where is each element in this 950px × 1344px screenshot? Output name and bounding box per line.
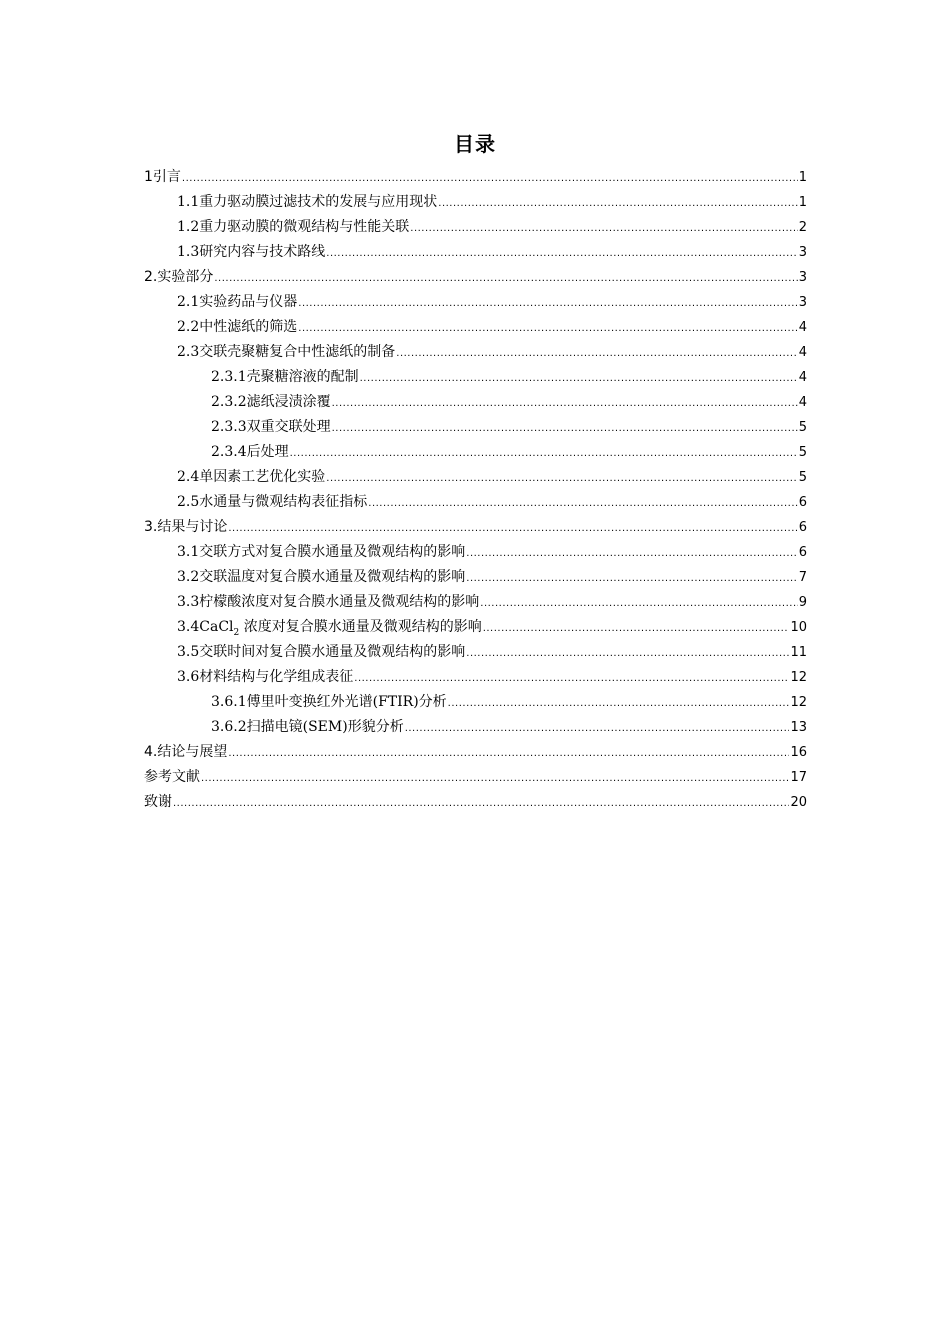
toc-title: 中性滤纸的筛选 <box>199 319 298 335</box>
toc-title: 交联方式对复合膜水通量及微观结构的影响 <box>199 544 466 560</box>
toc-number: 3.2 <box>177 569 200 585</box>
toc-entry-3-2[interactable] <box>177 566 807 588</box>
toc-page-number: 11 <box>790 645 807 660</box>
toc-number: 3.3 <box>177 594 200 610</box>
toc-number: 2.2 <box>177 319 200 335</box>
dot-leader <box>396 343 797 365</box>
toc-title: 扫描电镜(SEM)形貌分析 <box>246 719 404 735</box>
toc-entry-2[interactable] <box>144 266 807 288</box>
dot-leader <box>332 418 798 440</box>
dot-leader <box>298 293 797 315</box>
toc-title-rest: 浓度对复合膜水通量及微观结构的影响 <box>239 619 482 635</box>
toc-number: 3.6.1 <box>211 694 247 710</box>
toc-page-number: 1 <box>798 195 807 210</box>
dot-leader <box>201 768 789 790</box>
toc-entry-2-3-2[interactable] <box>211 391 807 413</box>
toc-number: 4. <box>144 744 158 760</box>
page-title: 目录 <box>454 132 496 156</box>
toc-entry-2-2[interactable] <box>177 316 807 338</box>
toc-title: 参考文献 <box>144 769 200 785</box>
dot-leader <box>405 718 790 740</box>
toc-entry-1-2[interactable] <box>177 216 807 238</box>
dot-leader <box>368 493 797 515</box>
toc-page-number: 5 <box>798 445 807 460</box>
toc-title: 双重交联处理 <box>246 419 331 435</box>
toc-title: 滤纸浸渍涂覆 <box>246 394 331 410</box>
toc-title: 结果与讨论 <box>157 519 228 535</box>
toc-entry-1[interactable] <box>144 166 807 188</box>
toc-number: 3.6.2 <box>211 719 247 735</box>
toc-title: 实验部分 <box>157 269 214 285</box>
toc-number: 2. <box>144 269 158 285</box>
toc-page-number: 3 <box>798 270 807 285</box>
toc-entry-1-3[interactable] <box>177 241 807 263</box>
toc-page-number: 3 <box>798 295 807 310</box>
toc-title: 引言 <box>152 169 181 185</box>
toc-number: 2.3.4 <box>211 444 247 460</box>
toc-page-number: 5 <box>798 420 807 435</box>
toc-title: 水通量与微观结构表征指标 <box>199 494 368 510</box>
toc-title: 实验药品与仪器 <box>199 294 298 310</box>
toc-entry-3-3[interactable] <box>177 591 807 613</box>
toc-title: 材料结构与化学组成表征 <box>199 669 354 685</box>
toc-title: 重力驱动膜的微观结构与性能关联 <box>199 219 410 235</box>
dot-leader <box>466 643 789 665</box>
toc-number: 2.4 <box>177 469 200 485</box>
dot-leader <box>326 243 797 265</box>
toc-page-number: 4 <box>798 345 807 360</box>
dot-leader <box>290 443 798 465</box>
toc-page-number: 17 <box>790 770 807 785</box>
toc-page-number: 6 <box>798 520 807 535</box>
toc-page-number: 9 <box>798 595 807 610</box>
dot-leader <box>214 268 797 290</box>
toc-number: 1.3 <box>177 244 200 260</box>
toc-number: 3.4 <box>177 619 200 635</box>
toc-entry-1-1[interactable] <box>177 191 807 213</box>
toc-number: 1.2 <box>177 219 200 235</box>
toc-entry-3-6-1[interactable] <box>211 691 807 713</box>
dot-leader <box>326 468 797 490</box>
toc-title: 单因素工艺优化实验 <box>199 469 326 485</box>
toc-number: 3.5 <box>177 644 200 660</box>
toc-entry-3[interactable] <box>144 516 807 538</box>
toc-entry-2-4[interactable] <box>177 466 807 488</box>
toc-entry-3-5[interactable] <box>177 641 807 663</box>
toc-number: 2.5 <box>177 494 200 510</box>
toc-entry-2-3[interactable] <box>177 341 807 363</box>
formula-subscript: 2 <box>233 627 240 638</box>
toc-number: 1.1 <box>177 194 200 210</box>
toc-entry-2-3-3[interactable] <box>211 416 807 438</box>
toc-title: 交联壳聚糖复合中性滤纸的制备 <box>199 344 396 360</box>
toc-number: 3.6 <box>177 669 200 685</box>
dot-leader <box>182 168 798 190</box>
dot-leader <box>438 193 797 215</box>
toc-page-number: 16 <box>790 745 807 760</box>
dot-leader <box>483 618 790 640</box>
toc-page-number: 20 <box>790 795 807 810</box>
toc-title: 交联时间对复合膜水通量及微观结构的影响 <box>199 644 466 660</box>
toc-title: 重力驱动膜过滤技术的发展与应用现状 <box>199 194 438 210</box>
toc-title: 柠檬酸浓度对复合膜水通量及微观结构的影响 <box>199 594 480 610</box>
toc-number: 2.3.2 <box>211 394 247 410</box>
toc-page-number: 4 <box>798 395 807 410</box>
chemical-formula: CaCl <box>199 619 234 635</box>
dot-leader <box>410 218 797 240</box>
toc-page-number: 7 <box>798 570 807 585</box>
toc-entry-references[interactable] <box>144 766 807 788</box>
toc-entry-3-6-2[interactable] <box>211 716 807 738</box>
dot-leader <box>332 393 798 415</box>
toc-page-number: 13 <box>790 720 807 735</box>
toc-page-number: 6 <box>798 495 807 510</box>
toc-title: 后处理 <box>246 444 289 460</box>
dot-leader <box>448 693 790 715</box>
dot-leader <box>173 793 789 815</box>
toc-entry-2-1[interactable] <box>177 291 807 313</box>
toc-page-number: 5 <box>798 470 807 485</box>
toc-title <box>199 616 481 638</box>
toc-page-number: 6 <box>798 545 807 560</box>
toc-title: 结论与展望 <box>157 744 228 760</box>
toc-page-number: 2 <box>798 220 807 235</box>
dot-leader <box>298 318 797 340</box>
toc-entry-3-6[interactable] <box>177 666 807 688</box>
toc-page-number: 4 <box>798 370 807 385</box>
toc-number: 1 <box>144 169 153 185</box>
toc-number: 2.3.3 <box>211 419 247 435</box>
toc-entry-2-3-1[interactable] <box>211 366 807 388</box>
toc-entry-2-3-4[interactable] <box>211 441 807 463</box>
toc-number: 2.1 <box>177 294 200 310</box>
dot-leader <box>228 518 797 540</box>
toc-page-number: 3 <box>798 245 807 260</box>
toc-entry-4[interactable] <box>144 741 807 763</box>
toc-page-number: 10 <box>790 620 807 635</box>
toc-page-number: 12 <box>790 695 807 710</box>
toc-entry-3-4[interactable] <box>177 616 807 638</box>
toc-page-number: 4 <box>798 320 807 335</box>
toc-number: 2.3 <box>177 344 200 360</box>
dot-leader <box>466 568 797 590</box>
dot-leader <box>360 368 798 390</box>
dot-leader <box>228 743 789 765</box>
toc-entry-acknowledgements[interactable] <box>144 791 807 813</box>
dot-leader <box>466 543 797 565</box>
dot-leader <box>480 593 797 615</box>
toc-number: 3.1 <box>177 544 200 560</box>
dot-leader <box>354 668 789 690</box>
toc-title: 壳聚糖溶液的配制 <box>246 369 359 385</box>
toc-number: 3. <box>144 519 158 535</box>
toc-entry-3-1[interactable] <box>177 541 807 563</box>
toc-title: 致谢 <box>144 794 172 810</box>
toc-title: 傅里叶变换红外光谱(FTIR)分析 <box>246 694 447 710</box>
toc-entry-2-5[interactable] <box>177 491 807 513</box>
toc-page-number: 1 <box>798 170 807 185</box>
toc-title: 研究内容与技术路线 <box>199 244 326 260</box>
toc-number: 2.3.1 <box>211 369 247 385</box>
toc-title: 交联温度对复合膜水通量及微观结构的影响 <box>199 569 466 585</box>
toc-page-number: 12 <box>790 670 807 685</box>
